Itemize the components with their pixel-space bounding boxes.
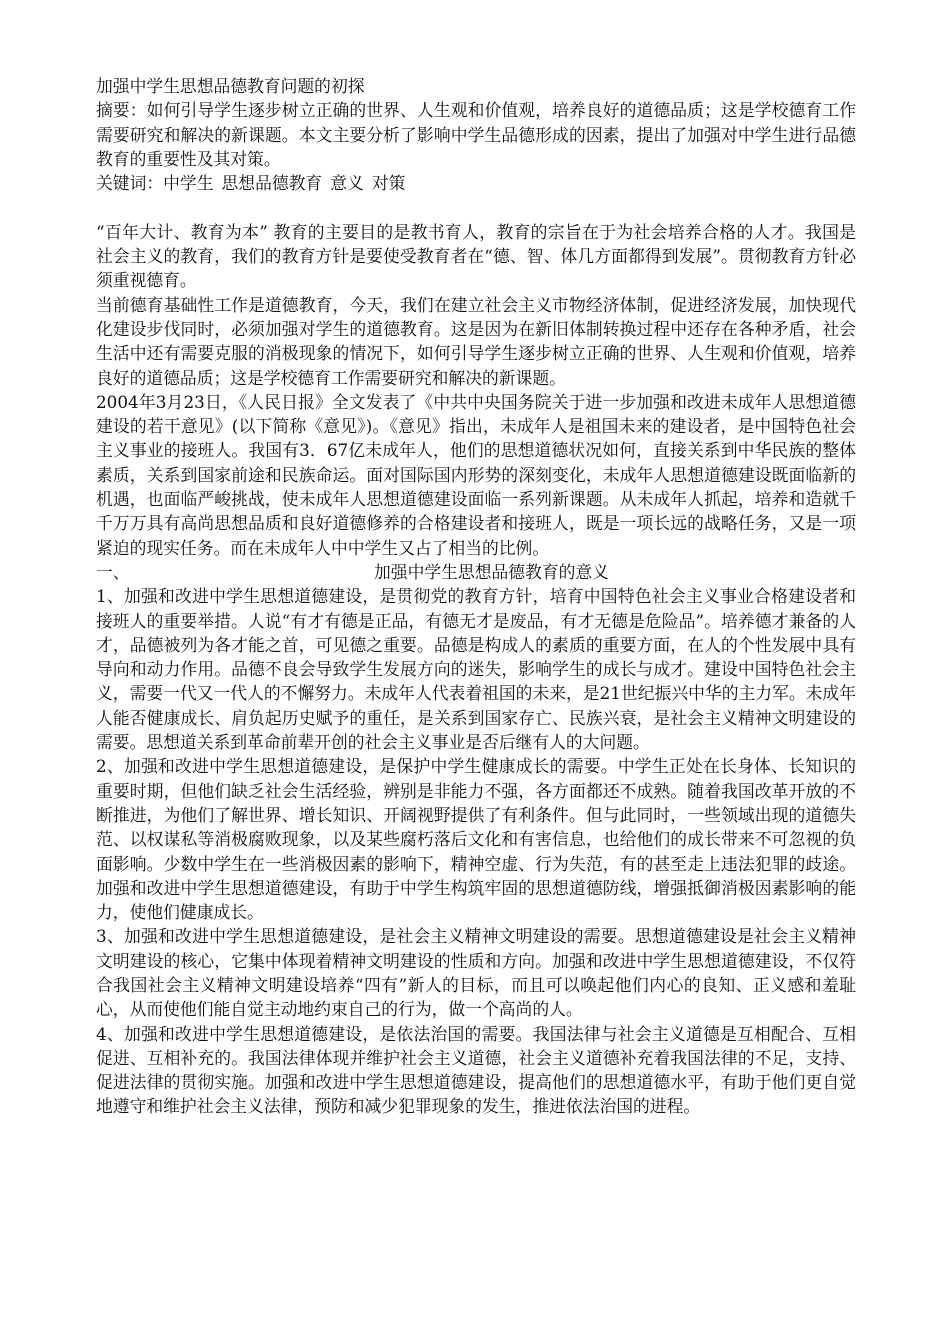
section-item: 3、加强和改进中学生思想道德建设，是社会主义精神文明建设的需要。思想道德建设是社会主义精神文明建设的核心，它集中体现着精神文明建设的性质和方向。加强和改进中学生思想道德建设，不仅符合我国社会主义精神文明建设培养“四有”新人的目标，而且可以唤起他们内心的良知、正义感和羞耻心，从而使他们能自觉主动地约束自己的行为，做一个高尚的人。 [96,926,856,1020]
blank-line [96,195,856,219]
section-heading [96,560,856,584]
section-item: 4、加强和改进中学生思想道德建设，是依法治国的需要。我国法律与社会主义道德是互相配合、互相促进、互相补充的。我国法律体现并维护社会主义道德，社会主义道德补充着我国法律的不足，支持、促进法律的贯彻实施。加强和改进中学生思想道德建设，提高他们的思想道德水平，有助于他们更自觉地遵守和维护社会主义法律，预防和减少犯罪现象的发生，推进依法治国的进程。 [96,1023,856,1117]
body-paragraph: 当前德育基础性工作是道德教育，今天，我们在建立社会主义市物经济体制，促进经济发展，加快现代化建设步伐同时，必须加强对学生的道德教育。这是因为在新旧体制转换过程中还存在各种矛盾，社会生活中还有需要克服的消极现象的情况下，如何引导学生逐步树立正确的世界、人生观和价值观，培养良好的道德品质；这是学校德育工作需要研究和解决的新课题。 [96,294,856,388]
keyword: 中学生 [163,173,214,194]
keywords-line [96,171,856,195]
section-number: 一、 [96,561,130,582]
keywords-label: 关键词： [96,173,164,194]
section-item: 2、加强和改进中学生思想道德建设，是保护中学生健康成长的需要。中学生正处在长身体、长知识的重要时期，但他们缺乏社会生活经验，辨别是非能力不强，各方面都还不成熟。随着我国改革开放的不断推进，为他们了解世界、增长知识、开阔视野提供了有利条件。但与此同时，一些领域出现的道德失范、以权谋私等消极腐败现象，以及某些腐朽落后文化和有害信息，也给他们的成长带来不可忽视的负面影响。少数中学生在一些消极因素的影响下，精神空虚、行为失范，有的甚至走上违法犯罪的歧途。加强和改进中学生思想道德建设，有助于中学生构筑牢固的思想道德防线，增强抵御消极因素影响的能力，使他们健康成长。 [96,756,856,923]
keyword: 对策 [371,173,406,194]
body-paragraph: 2004年3月23日，《人民日报》全文发表了《中共中央国务院关于进一步加强和改进未成年人思想道德建设的若干意见》(以下简称《意见》)。《意见》指出，未成年人是祖国未来的建设者，是中国特色社会主义事业的接班人。我国有3．67亿未成年人，他们的思想道德状况如何，直接关系到中华民族的整体素质，关系到国家前途和民族命运。面对国际国内形势的深刻变化，未成年人思想道德建设既面临新的机遇，也面临严峻挑战，使未成年人思想道德建设面临一系列新课题。从未成年人抓起，培养和造就千千万万具有高尚思想品质和良好道德修养的合格建设者和接班人，既是一项长远的战略任务，又是一项紧迫的现实任务。而在未成年人中中学生又占了相当的比例。 [96,391,856,558]
section-title: 加强中学生思想品德教育的意义 [374,561,609,582]
body-paragraph: “百年大计、教育为本” 教育的主要目的是教书育人，教育的宗旨在于为社会培养合格的人才。我国是社会主义的教育，我们的教育方针是要使受教育者在“德、智、体几方面都得到发展”。贯彻教育方针必须重视德育。 [96,221,856,291]
document-page [96,74,856,1119]
keyword: 意义 [330,173,364,194]
document-title: 加强中学生思想品德教育问题的初探 [96,76,365,96]
abstract: 摘要：如何引导学生逐步树立正确的世界、人生观和价值观，培养良好的道德品质；这是学校德育工作需要研究和解决的新课题。本文主要分析了影响中学生品德形成的因素，提出了加强对中学生进行品德教育的重要性及其对策。 [96,100,856,169]
section-item: 1、加强和改进中学生思想道德建设，是贯彻党的教育方针，培育中国特色社会主义事业合格建设者和接班人的重要举措。人说“有才有德是正品，有德无才是废品，有才无德是危险品”。培养德才兼备的人才，品德被列为各才能之首，可见德之重要。品德是构成人的素质的重要方面，在人的个性发展中具有导向和动力作用。品德不良会导致学生发展方向的迷失，影响学生的成长与成才。建设中国特色社会主义，需要一代又一代人的不懈努力。未成年人代表着祖国的未来，是21世纪振兴中华的主力军。未成年人能否健康成长、肩负起历史赋予的重任，是关系到国家存亡、民族兴衰，是社会主义精神文明建设的需要。思想道关系到革命前辈开创的社会主义事业是否后继有人的大问题。 [96,586,856,753]
keyword: 思想品德教育 [221,173,323,194]
